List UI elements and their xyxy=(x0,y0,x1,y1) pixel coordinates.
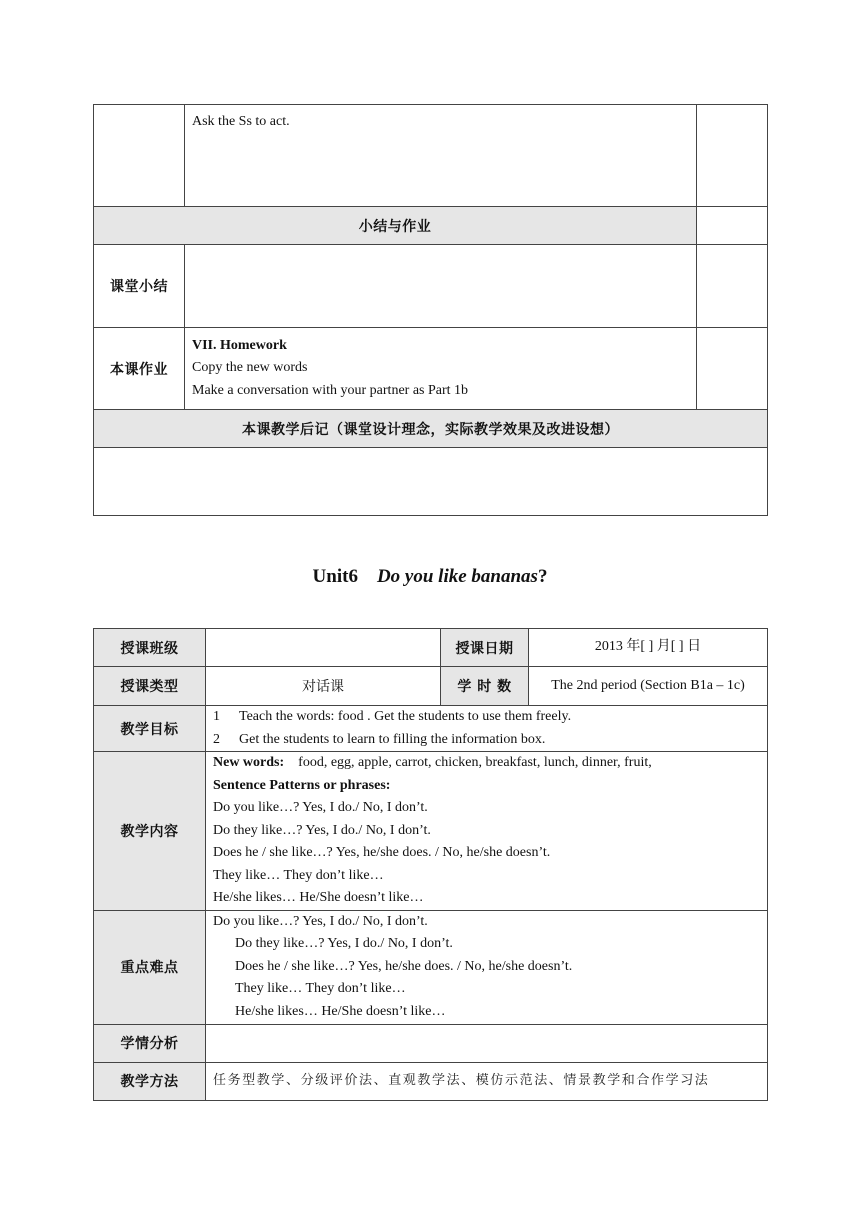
notes-cell xyxy=(697,328,768,410)
pattern-line: Do they like…? Yes, I do./ No, I don’t. xyxy=(213,822,431,838)
notes-cell xyxy=(697,245,768,328)
new-words-line xyxy=(213,752,767,775)
pattern-line: Do you like…? Yes, I do./ No, I don’t. xyxy=(213,800,428,815)
goal-number: 2 xyxy=(213,731,220,747)
analysis-label: 学情分析 xyxy=(94,1024,206,1062)
act-instruction: Ask the Ss to act. xyxy=(185,105,697,207)
goal-text: Get the students to learn to filling the information box. xyxy=(239,731,546,747)
class-summary-label: 课堂小结 xyxy=(94,245,185,328)
summary-header: 小结与作业 xyxy=(94,207,697,245)
key-points-label: 重点难点 xyxy=(94,910,206,1024)
goal-item xyxy=(213,706,767,729)
unit-number: Unit6 xyxy=(312,566,358,587)
patterns-label: Sentence Patterns or phrases: xyxy=(213,777,391,793)
key-line: Does he / she like…? Yes, he/she does. / No, he/she doesn’t. xyxy=(235,958,573,974)
new-words-list: food, egg, apple, carrot, chicken, breakfast, lunch, dinner, fruit, xyxy=(298,755,652,770)
unit-punct: ? xyxy=(537,566,548,587)
type-label: 授课类型 xyxy=(94,667,206,706)
date-label: 授课日期 xyxy=(441,629,529,667)
homework-line: Copy the new words xyxy=(192,360,308,376)
unit-name: Do you like bananas xyxy=(376,566,538,587)
date-value: 2013 年[ ] 月[ ] 日 xyxy=(529,629,768,667)
class-summary-content xyxy=(185,245,697,328)
class-label: 授课班级 xyxy=(94,629,206,667)
notes-cell xyxy=(697,207,768,245)
method-value: 任务型教学、分级评价法、直观教学法、模仿示范法、情景教学和合作学习法 xyxy=(206,1062,768,1100)
key-points-body xyxy=(206,910,768,1024)
type-value: 对话课 xyxy=(206,667,441,706)
content-body xyxy=(206,752,768,911)
pattern-line: Does he / she like…? Yes, he/she does. / No, he/she doesn’t. xyxy=(213,845,551,860)
goal-text: Teach the words: food . Get the students to use them freely. xyxy=(239,709,572,724)
empty-label-cell xyxy=(94,105,185,207)
key-line: They like… They don’t like… xyxy=(235,981,406,997)
key-line: Do you like…? Yes, I do./ No, I don’t. xyxy=(213,913,428,929)
homework-line: Make a conversation with your partner as Part 1b xyxy=(192,382,469,398)
key-line: He/she likes… He/She doesn’t like… xyxy=(235,1003,446,1019)
hours-value: The 2nd period (Section B1a – 1c) xyxy=(529,667,768,706)
lesson-plan-table xyxy=(93,628,768,1101)
goal-number: 1 xyxy=(213,709,220,724)
new-words-label: New words: xyxy=(213,755,285,770)
homework-content xyxy=(185,328,697,410)
goals-label: 教学目标 xyxy=(94,706,206,752)
goal-item xyxy=(213,729,767,752)
goals-content xyxy=(206,706,768,752)
homework-label: 本课作业 xyxy=(94,328,185,410)
content-label: 教学内容 xyxy=(94,752,206,911)
postscript-header: 本课教学后记（课堂设计理念，实际教学效果及改进设想） xyxy=(94,410,768,448)
pattern-line: They like… They don’t like… xyxy=(213,867,384,883)
unit-title xyxy=(0,566,860,588)
key-line: Do they like…? Yes, I do./ No, I don’t. xyxy=(235,936,453,952)
lesson-table-continued xyxy=(93,104,768,516)
class-value xyxy=(206,629,441,667)
homework-title: VII. Homework xyxy=(192,337,287,353)
notes-cell xyxy=(697,105,768,207)
postscript-content xyxy=(94,448,768,516)
pattern-line: He/she likes… He/She doesn’t like… xyxy=(213,890,424,905)
analysis-value xyxy=(206,1024,768,1062)
hours-label: 学 时 数 xyxy=(441,667,529,706)
method-label: 教学方法 xyxy=(94,1062,206,1100)
